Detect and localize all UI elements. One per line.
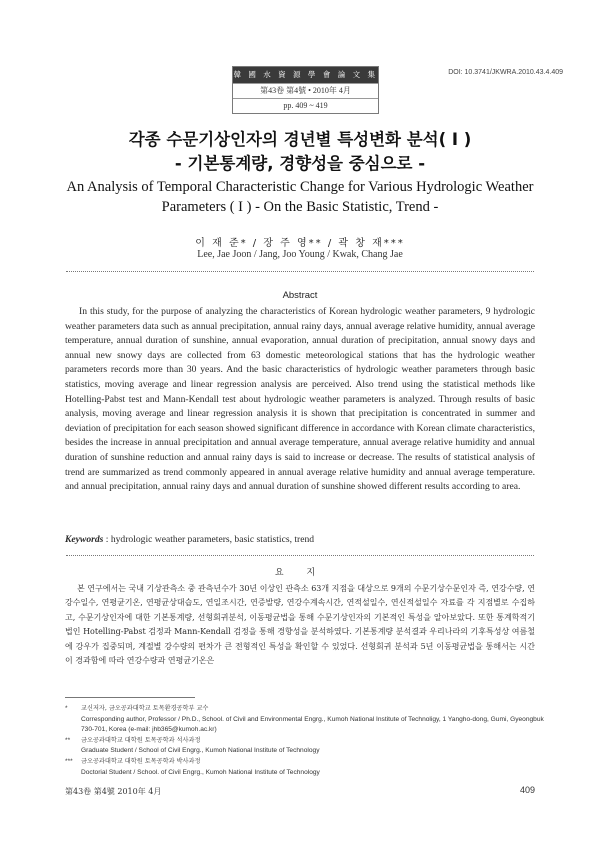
- footnote-ko: 금오공과대학교 대학원 토목공학과 박사과정: [81, 757, 201, 765]
- title-en-line2: Parameters ( I ) - On the Basic Statistic, Trend -: [161, 199, 439, 215]
- footnote-item: [65, 736, 545, 757]
- title-en-line1: An Analysis of Temporal Characteristic Change for Various Hydrologic Weather: [66, 179, 534, 195]
- footnote-en: Corresponding author, Professor / Ph.D., School. of Civil and Environmental Engrg., Kumoh National Institute of Technoligy, 1 Yangho-dong, Gumi, Gyeongbuk 730-701, Korea (e-mail: jhb365@kumoh.ac.kr): [81, 715, 544, 734]
- authors-korean: 이 재 준* / 장 주 영** / 곽 창 재***: [195, 238, 405, 249]
- footnotes: [65, 704, 545, 778]
- keywords-line: [65, 534, 535, 545]
- journal-info-box: [232, 66, 379, 114]
- footnote-ko: 금오공과대학교 대학원 토목공학과 석사과정: [81, 736, 201, 744]
- doi-label[interactable]: DOI: 10.3741/JKWRA.2010.43.4.409: [448, 69, 563, 76]
- footnote-item: [65, 757, 545, 778]
- footnote-mark: ***: [65, 757, 73, 765]
- korean-abstract-body: 본 연구에서는 국내 기상관측소 중 관측년수가 30년 이상인 관측소 63개 지점을 대상으로 9개의 수문기상수문인자 즉, 연강수량, 연강수일수, 연평균기온, 연평균상대습도, 연일조시간, 연증발량, 연강수계속시간, 연적설일수, 연신적설일수 자료를 각 지점별로 수집하고, 수문기상인자에 대한 기본통계량, 선형회귀분석, 이동평균법을 통해 수문기상인자의 기본적인 특성을 알아보았다. 또한 통계학적기법인 Hotelling-Pabst 검정과 Mann-Kendall 검정을 통해 경향성을 분석하였다. 기본통계량 분석결과 우리나라의 기후특성상 여름철에 강우가 집중되며, 계절별 강수량의 편차가 큰 전형적인 특성을 확인할 수 있었다. 선형회귀 분석과 5년 이동평균법을 통해서는 시간이 경과함에 따라 연강수량과 연평균기온은: [65, 584, 535, 666]
- page-number: 409: [519, 785, 535, 795]
- keywords-text: : hydrologic weather parameters, basic statistics, trend: [103, 534, 315, 545]
- abstract-body: In this study, for the purpose of analyzing the characteristics of Korean hydrologic weather parameters, 9 hydrologic weather parameters data such as annual precipitation, annual rainy days, annual average relative humidity, annual average temperature, annual duration of sunshine, annual evaporation, annual duration of precipitation, annual snowy days and annual new snowy days are collected from 63 domestic meteorological stations that has the hydrologic weather parameters records more than 30 years. And the basic characteristics of hydrologic weather parameters through basic statistics, moving average and linear regression analysis are perceived. Also trend using the statistical methods like Hotelling-Pabst test and Mann-Kendall test about hydrologic weather parameters is analyzed. Through results of basic analysis, moving average and linear regression analysis it is shown that precipitation is concentrated in summer and deviation of precipitation for each season showed significant difference in accordance with Korean climate characteristics, besides the increase in annual precipitation and annual average temperature, annual average relative humidity and annual duration of sunshine reduction and annual rainy days is said to increase or decrease. The results of statistical analysis of trend are summarized as trend commonly appeared in annual average relative humidity and annual average temperature. and annual precipitation, annual rainy days and annual duration of sunshine showed different results according to area.: [65, 306, 535, 493]
- journal-name: 韓 國 水 資 源 學 會 論 文 集: [233, 67, 378, 83]
- title-ko-line2: - 기본통계량, 경향성을 중심으로 -: [174, 154, 426, 173]
- divider-middle: [66, 555, 534, 556]
- footnote-en: Graduate Student / School of Civil Engrg., Kumoh National Institute of Technology: [81, 747, 320, 755]
- footnote-rule: [65, 697, 195, 698]
- korean-abstract-heading: 요 지: [274, 568, 326, 578]
- footnote-mark: *: [65, 705, 68, 712]
- authors-english: Lee, Jae Joon / Jang, Joo Young / Kwak, Chang Jae: [197, 249, 403, 260]
- keywords-label: Keywords: [65, 534, 104, 545]
- journal-volume: 第43卷 第4號 • 2010年 4月: [233, 83, 378, 98]
- abstract-heading: Abstract: [282, 290, 318, 301]
- footer-issue: 第43卷 第4號 2010年 4月: [65, 787, 162, 796]
- divider-top: [66, 271, 534, 272]
- title-ko-line1: 각종 수문기상인자의 경년별 특성변화 분석( I ): [128, 130, 472, 149]
- footnote-item: [65, 704, 545, 736]
- journal-pages: pp. 409 ~ 419: [233, 98, 378, 113]
- footnote-mark: **: [65, 736, 71, 744]
- footnote-en: Doctorial Student / School. of Civil Engrg., Kumoh National Institute of Technology: [81, 768, 320, 776]
- footnote-ko: 교신저자, 금오공과대학교 토목환경공학부 교수: [81, 705, 209, 712]
